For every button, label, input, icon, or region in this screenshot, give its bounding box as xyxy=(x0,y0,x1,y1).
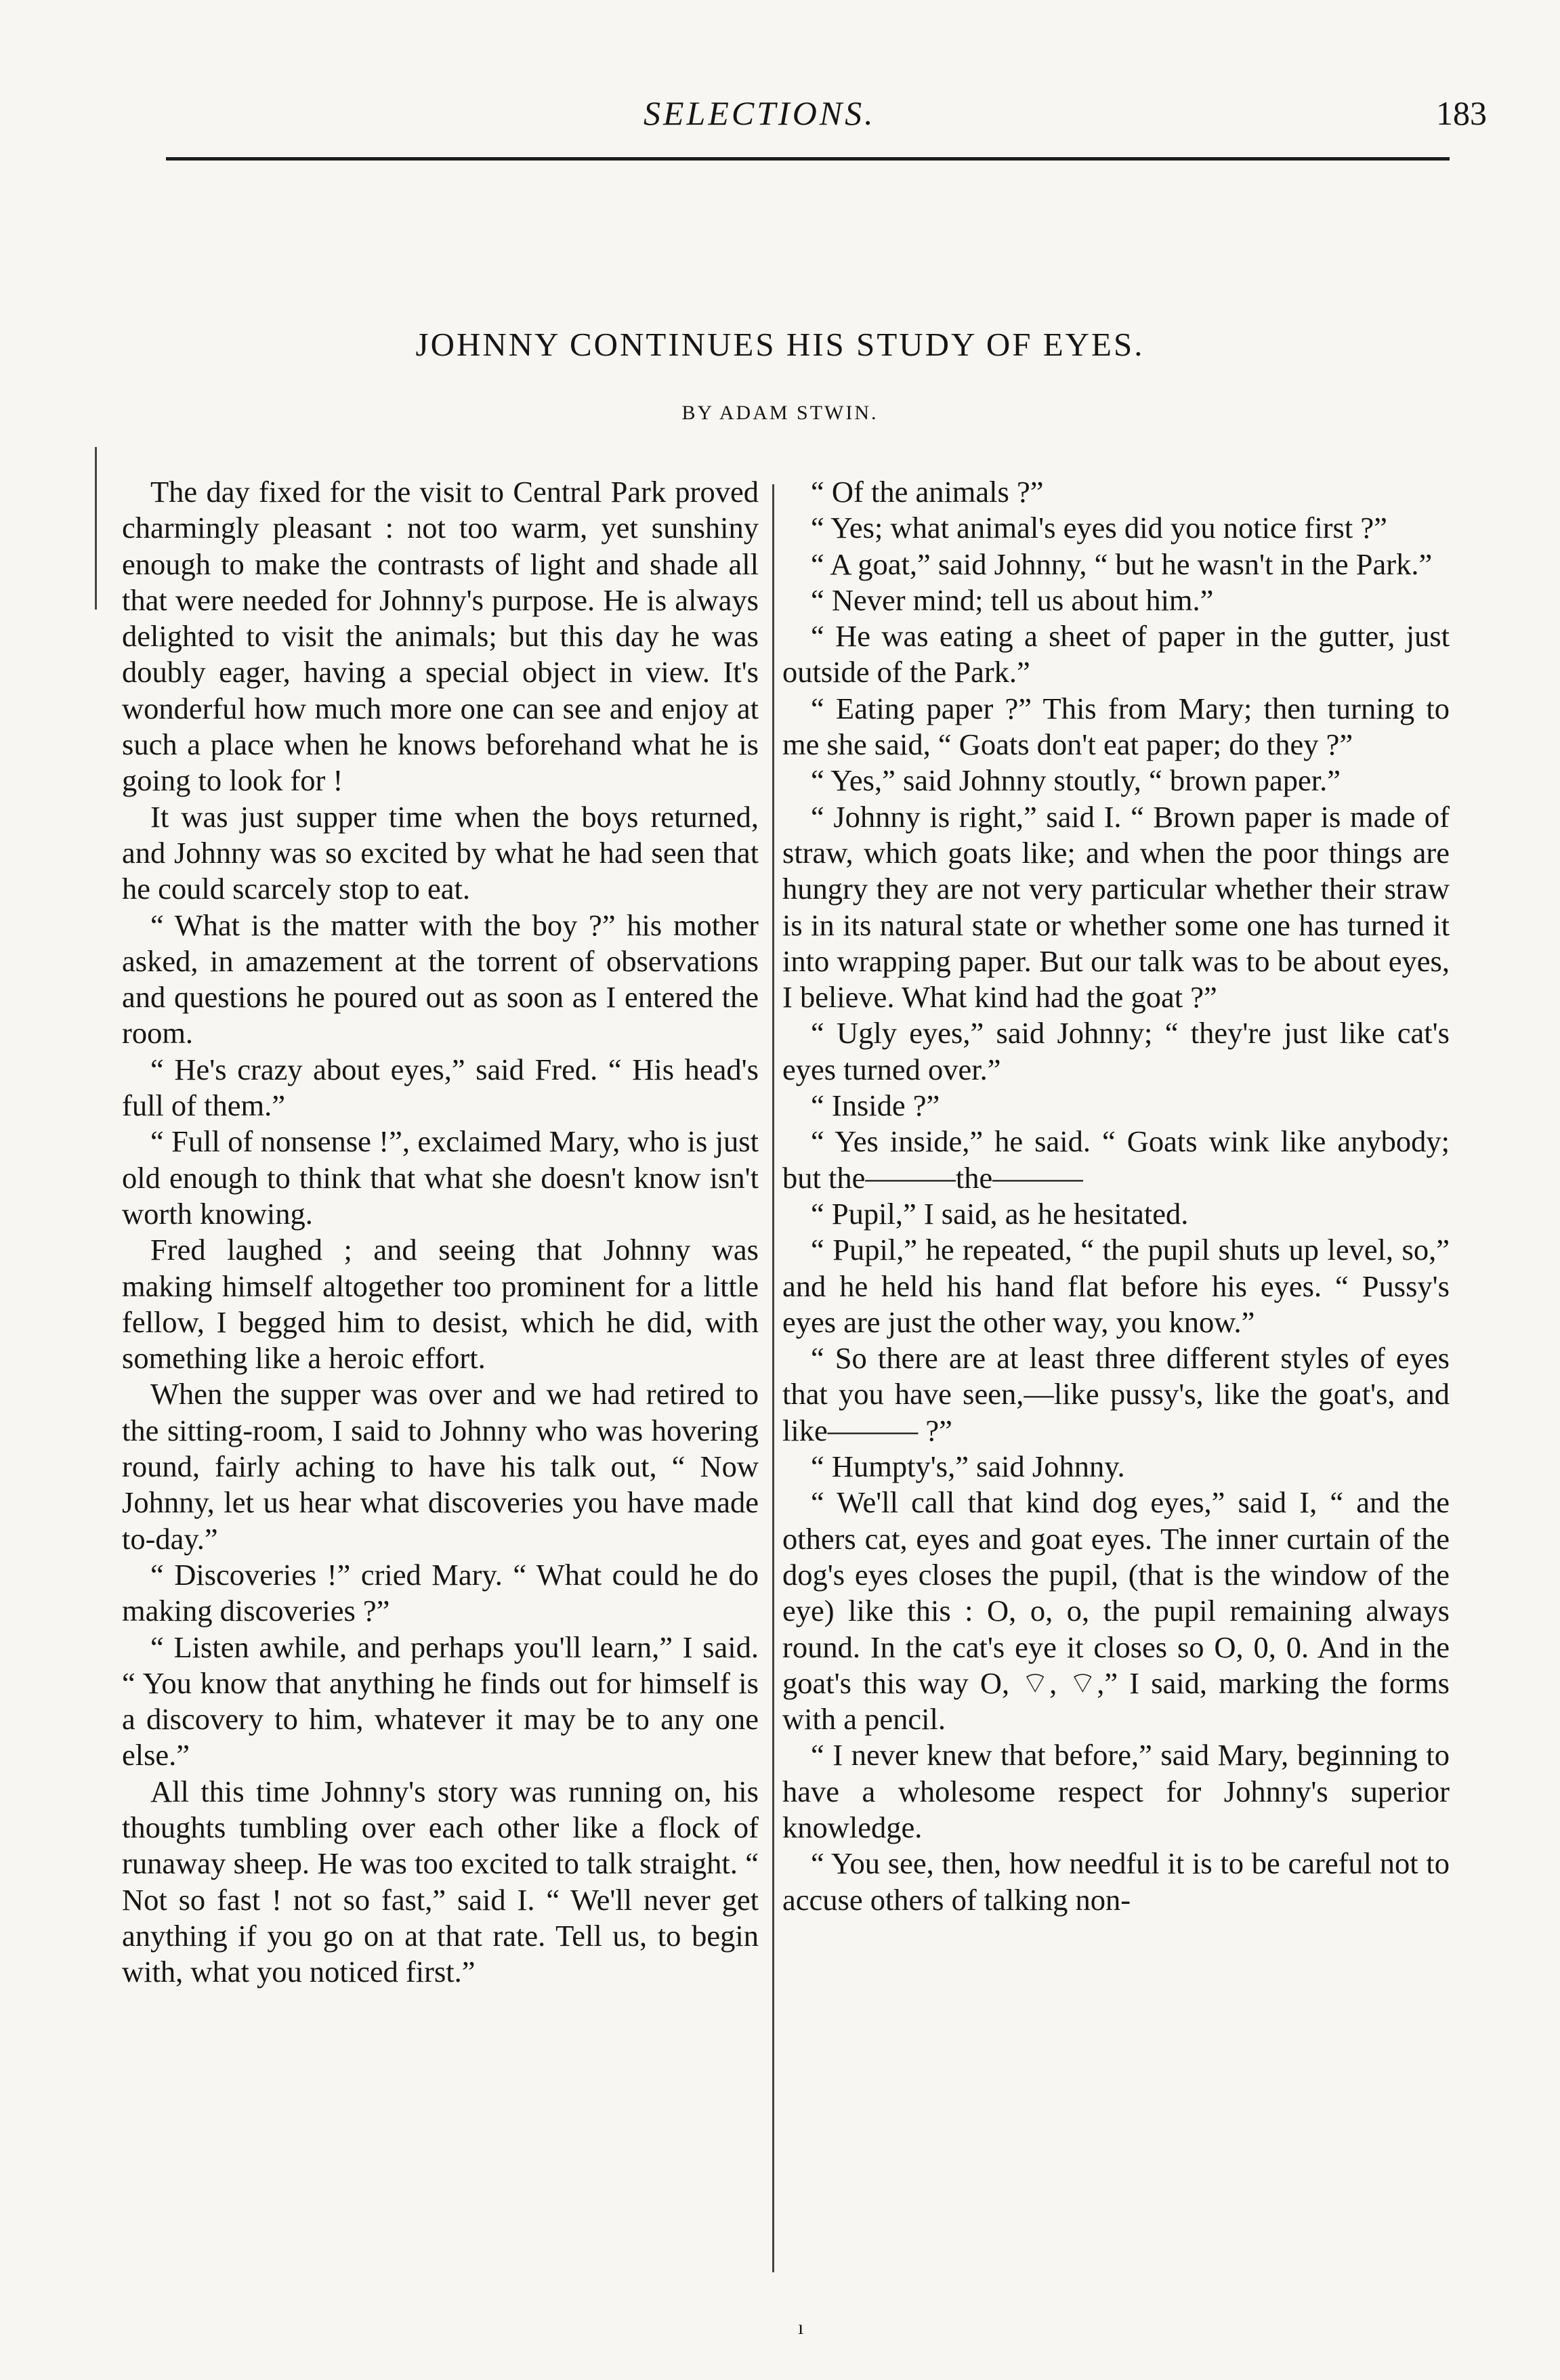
paragraph: “ Pupil,” he repeated, “ the pupil shuts up level, so,” and he held his hand flat before his eyes. “ Pussy's eyes are just the other way, you know.” xyxy=(782,1233,1450,1339)
paragraph: “ Eating paper ?” This from Mary; then turning to me she said, “ Goats don't eat paper; do they ?” xyxy=(782,691,1450,762)
byline: BY ADAM STWIN. xyxy=(681,402,879,424)
running-title: SELECTIONS. xyxy=(644,94,876,132)
paragraph: “ Yes; what animal's eyes did you notice first ?” xyxy=(811,511,1387,545)
footer-mark: ı xyxy=(798,2316,804,2339)
paragraph: “ Never mind; tell us about him.” xyxy=(811,582,1214,617)
paragraph: When the supper was over and we had retired to the sitting-room, I said to Johnny who was hovering round, fairly aching to have his talk out, “ Now Johnny, let us hear what discoveries you have made to-day.” xyxy=(122,1377,759,1556)
paragraph: “ He was eating a sheet of paper in the gutter, just outside of the Park.” xyxy=(782,619,1450,689)
page-number: 183 xyxy=(1436,94,1487,132)
column-rule xyxy=(772,484,774,2272)
paragraph: “ He's crazy about eyes,” said Fred. “ His head's full of them.” xyxy=(122,1052,759,1123)
left-column xyxy=(122,474,759,1990)
paragraph: “ Humpty's,” said Johnny. xyxy=(811,1449,1125,1484)
paragraph: It was just supper time when the boys returned, and Johnny was so excited by what he had seen that he could scarcely stop to eat. xyxy=(122,799,759,906)
article-title: JOHNNY CONTINUES HIS STUDY OF EYES. xyxy=(415,326,1145,363)
paragraph: Fred laughed ; and seeing that Johnny was making himself altogether too prominent for a little fellow, I begged him to desist, which he did, with something like a heroic effort. xyxy=(122,1233,759,1376)
paragraph: “ You see, then, how needful it is to be careful not to accuse others of talking non- xyxy=(782,1846,1450,1917)
paragraph: “ Full of nonsense !”, exclaimed Mary, who is just old enough to think that what she doesn't know isn't worth knowing. xyxy=(122,1124,759,1231)
paragraph: “ Inside ?” xyxy=(811,1088,940,1123)
margin-rule xyxy=(95,447,97,610)
paragraph: “ Listen awhile, and perhaps you'll learn,” I said. “ You know that anything he finds out for himself is a discovery to him, whatever it may be to any one else.” xyxy=(122,1630,759,1772)
paragraph: “ Yes inside,” he said. “ Goats wink like anybody; but the———the——— xyxy=(782,1124,1450,1195)
running-head xyxy=(0,81,1560,135)
paragraph: “ So there are at least three different styles of eyes that you have seen,—like pussy's, like the goat's, and like——— ?” xyxy=(782,1341,1450,1447)
paragraph: “ Of the animals ?” xyxy=(811,475,1044,509)
paragraph: “ I never knew that before,” said Mary, beginning to have a wholesome respect for Johnny's superior knowledge. xyxy=(782,1738,1450,1844)
paragraph: “ Yes,” said Johnny stoutly, “ brown paper.” xyxy=(811,763,1341,798)
paragraph: “ What is the matter with the boy ?” his mother asked, in amazement at the torrent of observations and questions he poured out as soon as I entered the room. xyxy=(122,908,759,1050)
paragraph: “ We'll call that kind dog eyes,” said I, “ and the others cat, eyes and goat eyes. The inner curtain of the dog's eyes closes the pupil, (that is the window of the eye) like this : O, o, o, the pupil remaining always round. In the cat's eye it closes so O, 0, 0. And in the goat's this way O, ⌔, ⌔,” I said, marking the forms with a pencil. xyxy=(782,1485,1450,1737)
paragraph: The day fixed for the visit to Central Park proved charmingly pleasant : not too warm, yet sunshiny enough to make the contrasts of light and shade all that were needed for Johnny's purpose. He is always delighted to visit the animals; but this day he was doubly eager, having a special object in view. It's wonderful how much more one can see and enjoy at such a place when he knows beforehand what he is going to look for ! xyxy=(122,475,759,798)
header-rule xyxy=(166,157,1450,161)
paragraph: “ Pupil,” I said, as he hesitated. xyxy=(811,1196,1189,1231)
right-column xyxy=(782,474,1450,1918)
paragraph: “ A goat,” said Johnny, “ but he wasn't in the Park.” xyxy=(811,547,1433,581)
paragraph: “ Ugly eyes,” said Johnny; “ they're just like cat's eyes turned over.” xyxy=(782,1016,1450,1086)
paragraph: All this time Johnny's story was running on, his thoughts tumbling over each other like a flock of runaway sheep. He was too excited to talk straight. “ Not so fast ! not so fast,” said I. “ We'll never get anything if you go on at that rate. Tell us, to begin with, what you noticed first.” xyxy=(122,1774,759,1989)
paragraph: “ Discoveries !” cried Mary. “ What could he do making discoveries ?” xyxy=(122,1557,759,1628)
paragraph: “ Johnny is right,” said I. “ Brown paper is made of straw, which goats like; and when the poor things are hungry they are not very particular whether their straw is in its natural state or whether some one has turned it into wrapping paper. But our talk was to be about eyes, I believe. What kind had the goat ?” xyxy=(782,799,1450,1015)
